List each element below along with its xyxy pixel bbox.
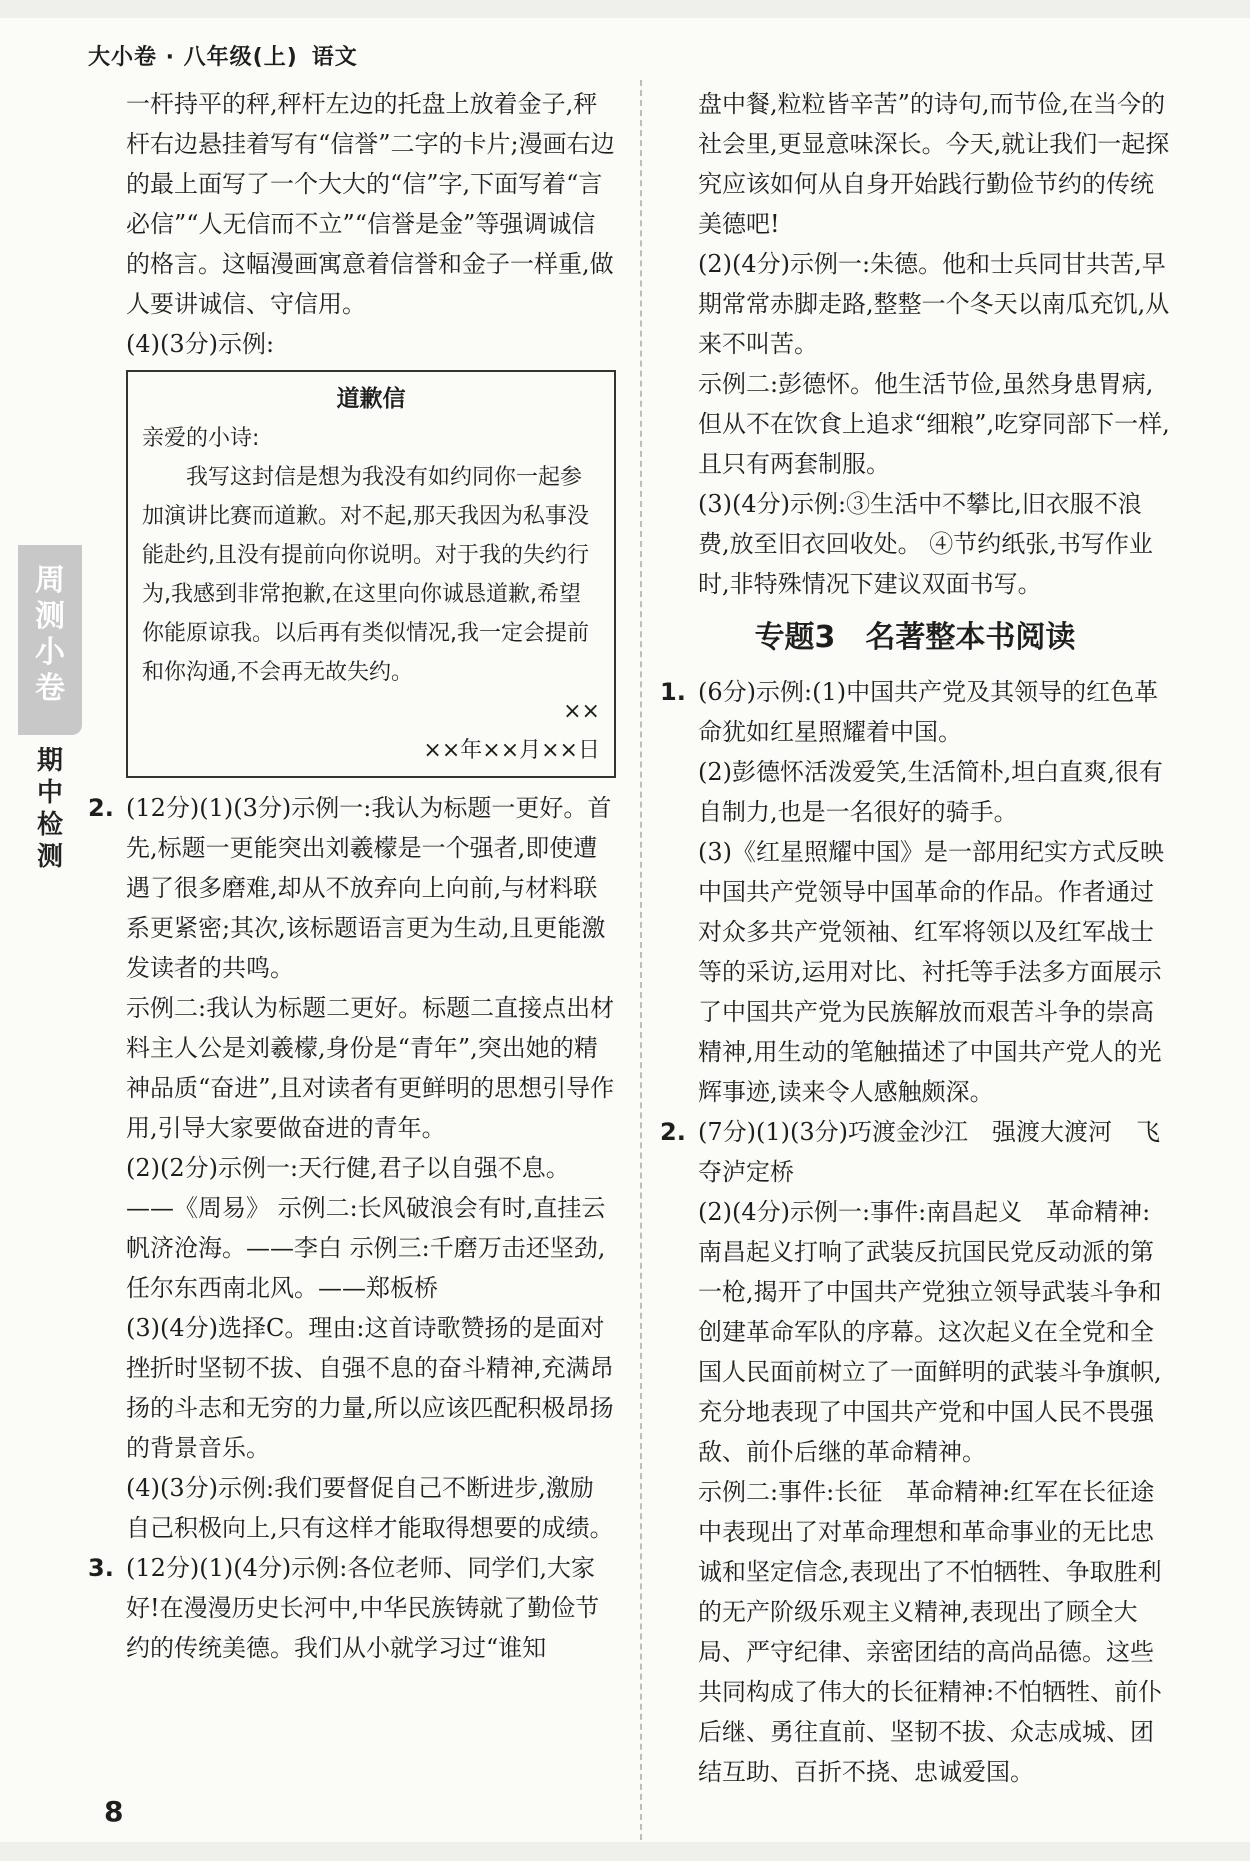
paragraph: (2)彭德怀活泼爱笑,生活简朴,坦白直爽,很有自制力,也是一名很好的骑手。 (698, 758, 1163, 826)
paragraph: (3)(4分)选择C。理由:这首诗歌赞扬的是面对挫折时坚韧不拔、自强不息的奋斗精神,充满昂扬的斗志和无穷的力量,所以应该匹配积极昂扬的背景音乐。 (126, 1314, 614, 1462)
letter-title: 道歉信 (336, 386, 406, 412)
paragraph: (4)(3分)示例:我们要督促自己不断进步,激励自己积极向上,只有这样才能取得想要的成绩。 (126, 1474, 614, 1542)
subject-label: 语文 (311, 45, 358, 70)
letter-body: 我写这封信是想为我没有如约同你一起参加演讲比赛而道歉。对不起,那天我因为私事没能赴约,且没有提前向你说明。对于我的失约行为,我感到非常抱歉,在这里向你诚恳道歉,希望你能原谅我。以后再有类似情况,我一定会提前和你沟通,不会再无故失约。 (142, 465, 589, 685)
column-divider (640, 80, 642, 1840)
letter-date: ××年××月××日 (423, 738, 600, 763)
paragraph: 2. (7分)(1)(3分)巧渡金沙江 强渡大渡河 飞夺泸定桥 (698, 1112, 1170, 1192)
section-title: 专题3 名著整本书阅读 (754, 620, 1076, 655)
paragraph: 盘中餐,粒粒皆辛苦”的诗句,而节俭,在当今的社会里,更显意味深长。今天,就让我们一起探究应该如何从自身开始践行勤俭节约的传统美德吧! (698, 90, 1170, 238)
side-tab: 周测小卷 (18, 545, 82, 735)
paragraph: (2)(4分)示例一:朱德。他和士兵同甘共苦,早期常常赤脚走路,整整一个冬天以南瓜充饥,从来不叫苦。 (698, 250, 1170, 358)
side-subtab: 期中检测 (36, 746, 63, 872)
question-3 (88, 1548, 616, 1668)
question-number: 2. (88, 794, 114, 822)
letter-signature: ×× (563, 699, 600, 724)
paragraph: (3)(4分)示例:③生活中不攀比,旧衣服不浪费,放至旧衣回收处。 ④节约纸张,书写作业时,非特殊情况下建议双面书写。 (698, 490, 1153, 598)
left-column (88, 84, 616, 1668)
question-number: 3. (88, 1554, 114, 1582)
question-1 (660, 672, 1170, 1112)
question-number: 2. (660, 1118, 686, 1146)
book-title: 大小卷 · 八年级(上) (88, 45, 298, 70)
paragraph: (2)(2分)示例一:天行健,君子以自强不息。——《周易》 示例二:长风破浪会有时,直挂云帆济沧海。——李白 示例三:千磨万击还坚劲,任尔东西南北风。——郑板桥 (126, 1154, 606, 1302)
question-number: 1. (660, 678, 686, 706)
paragraph: (3)《红星照耀中国》是一部用纪实方式反映中国共产党领导中国革命的作品。作者通过对众多共产党领袖、红军将领以及红军战士等的采访,运用对比、衬托等手法多方面展示了中国共产党为民族解放而艰苦斗争的崇高精神,用生动的笔触描述了中国共产党人的光辉事迹,读来令人感触颇深。 (698, 838, 1164, 1106)
right-column (660, 84, 1170, 1792)
letter-greeting: 亲爱的小诗: (142, 426, 260, 451)
paragraph: 2. (12分)(1)(3分)示例一:我认为标题一更好。首先,标题一更能突出刘羲檬是一个强者,即使遭遇了很多磨难,却从不放弃向上向前,与材料联系更紧密;其次,该标题语言更为生动,且更能激发读者的共鸣。 (126, 788, 616, 988)
paragraph: 示例二:我认为标题二更好。标题二直接点出材料主人公是刘羲檬,身份是“青年”,突出她的精神品质“奋进”,且对读者有更鲜明的思想引导作用,引导大家要做奋进的青年。 (126, 994, 615, 1142)
paragraph: 示例二:彭德怀。他生活节俭,虽然身患胃病,但从不在饮食上追求“细粮”,吃穿同部下一样,且只有两套制服。 (698, 370, 1170, 478)
top-margin (0, 0, 1250, 18)
page-header (88, 40, 358, 71)
paragraph: 一杆持平的秤,秤杆左边的托盘上放着金子,秤杆右边悬挂着写有“信誉”二字的卡片;漫画右边的最上面写了一个大大的“信”字,下面写着“言必信”“人无信而不立”“信誉是金”等强调诚信的格言。这幅漫画寓意着信誉和金子一样重,做人要讲诚信、守信用。 (126, 90, 615, 318)
paragraph: 3. (12分)(1)(4分)示例:各位老师、同学们,大家好!在漫漫历史长河中,中华民族铸就了勤俭节约的传统美德。我们从小就学习过“谁知 (126, 1548, 616, 1668)
bottom-margin (0, 1842, 1250, 1861)
paragraph: (2)(4分)示例一:事件:南昌起义 革命精神:南昌起义打响了武装反抗国民党反动派的第一枪,揭开了中国共产党独立领导武装斗争和创建革命军队的序幕。这次起义在全党和全国人民面前树立了一面鲜明的武装斗争旗帜,充分地表现了中国共产党和中国人民不畏强敌、前仆后继的革命精神。 (698, 1198, 1162, 1466)
paragraph: 1. (6分)示例:(1)中国共产党及其领导的红色革命犹如红星照耀着中国。 (698, 672, 1170, 752)
paragraph: 示例二:事件:长征 革命精神:红军在长征途中表现出了对革命理想和革命事业的无比忠诚和坚定信念,表现出了不怕牺牲、争取胜利的无产阶级乐观主义精神,表现出了顾全大局、严守纪律、亲密团结的高尚品德。这些共同构成了伟大的长征精神:不怕牺牲、前仆后继、勇往直前、坚韧不拔、众志成城、团结互助、百折不挠、忠诚爱国。 (698, 1478, 1163, 1786)
apology-letter-box (126, 370, 616, 778)
question-2 (660, 1112, 1170, 1792)
question-2 (88, 788, 616, 1548)
paragraph: (4)(3分)示例: (126, 330, 275, 358)
page-number: 8 (104, 1795, 124, 1828)
